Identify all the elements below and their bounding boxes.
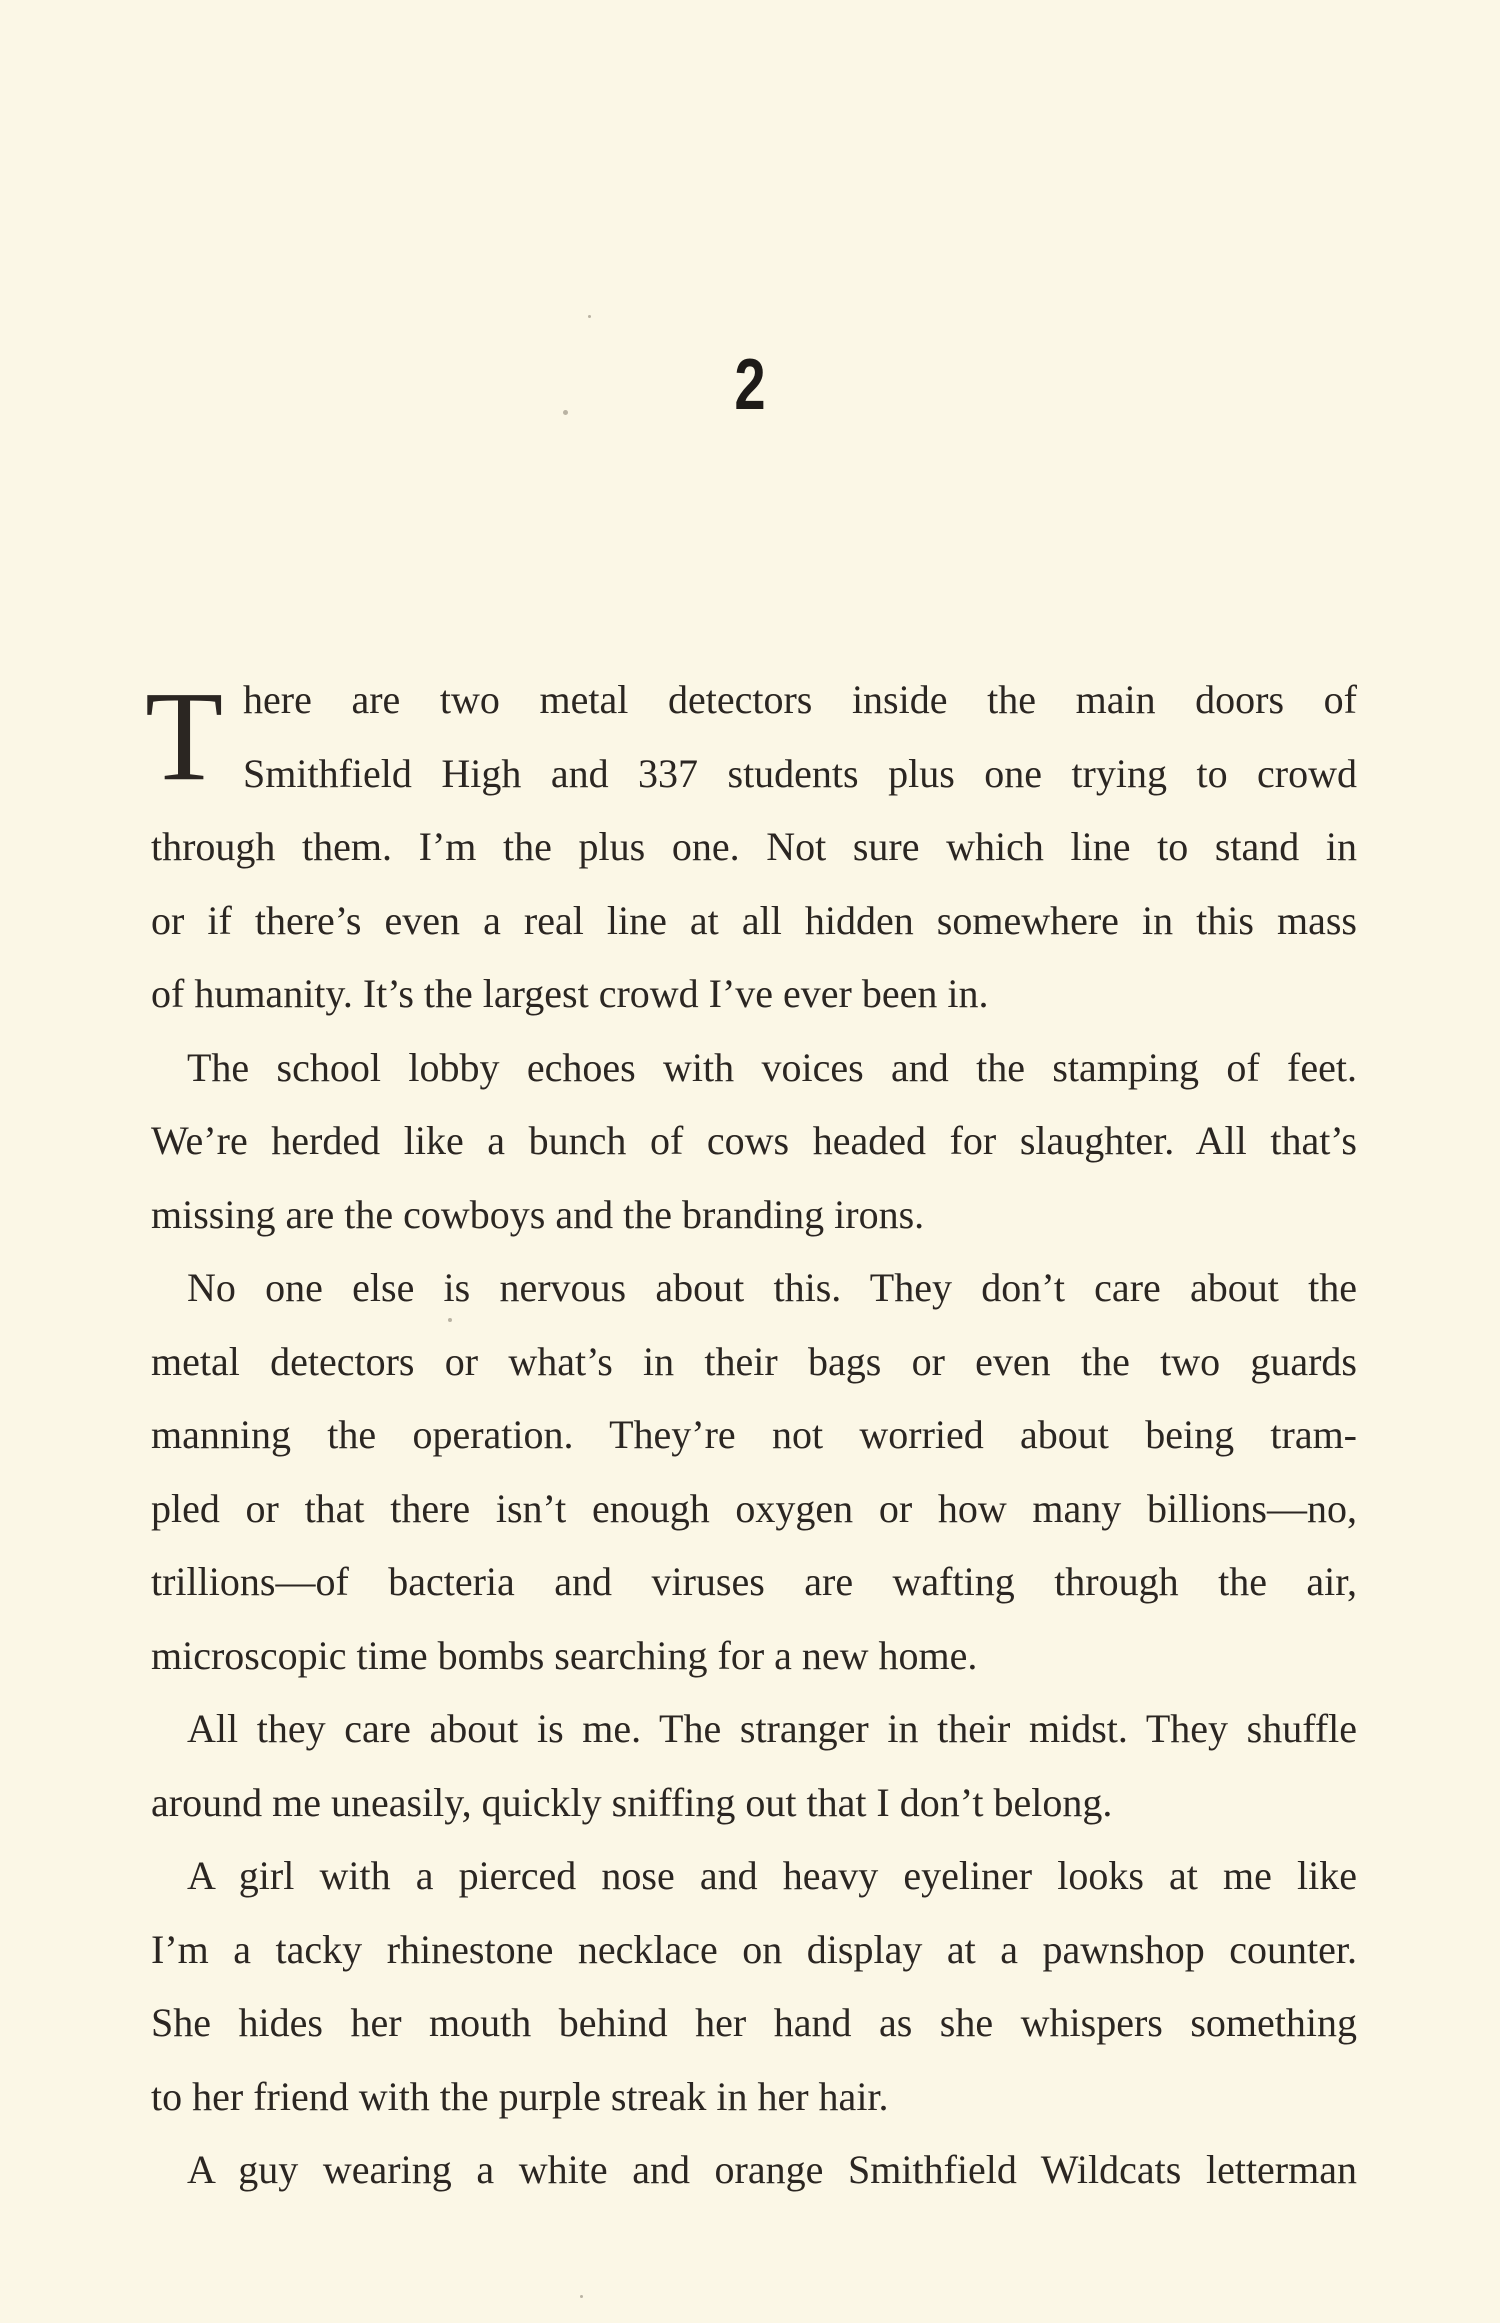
chapter-number: 2 bbox=[734, 345, 766, 425]
text-line: or if there’s even a real line at all hidden somewhere in this mass bbox=[151, 897, 1357, 943]
text-line: here are two metal detectors inside the main doors of bbox=[243, 677, 1357, 722]
text-line: to her friend with the purple streak in her hair. bbox=[151, 2073, 889, 2119]
text-line: around me uneasily, quickly sniffing out that I don’t belong. bbox=[151, 1779, 1113, 1825]
text-line: trillions—of bacteria and viruses are wafting through the air, bbox=[151, 1559, 1357, 1604]
body-text bbox=[145, 663, 1357, 2207]
text-line: A girl with a pierced nose and heavy eyeliner looks at me like bbox=[187, 1853, 1357, 1898]
paragraph-6 bbox=[151, 2133, 1357, 2207]
text-line: of humanity. It’s the largest crowd I’ve ever been in. bbox=[151, 971, 989, 1016]
text-line: pled or that there isn’t enough oxygen or how many billions—no, bbox=[151, 1485, 1357, 1531]
text-line: microscopic time bombs searching for a new home. bbox=[151, 1632, 978, 1678]
text-line: through them. I’m the plus one. Not sure which line to stand in bbox=[151, 824, 1357, 869]
paragraph-2 bbox=[151, 1031, 1357, 1252]
text-line: The school lobby echoes with voices and the stamping of feet. bbox=[187, 1044, 1357, 1090]
text-line: All they care about is me. The stranger in their midst. They shuffle bbox=[187, 1706, 1357, 1751]
paragraph-3 bbox=[151, 1251, 1357, 1692]
text-line: metal detectors or what’s in their bags or even the two guards bbox=[151, 1338, 1357, 1384]
paragraph-1 bbox=[145, 663, 1357, 1031]
paragraph-4 bbox=[151, 1692, 1357, 1839]
text-line: missing are the cowboys and the branding irons. bbox=[151, 1191, 925, 1237]
paragraph-5 bbox=[151, 1839, 1357, 2133]
drop-cap: T bbox=[145, 665, 224, 807]
text-line: She hides her mouth behind her hand as she whispers something bbox=[151, 2000, 1357, 2045]
text-line: A guy wearing a white and orange Smithfield Wildcats letterman bbox=[187, 2147, 1357, 2192]
text-line: Smithfield High and 337 students plus one trying to crowd bbox=[243, 750, 1357, 796]
paper-speck bbox=[588, 315, 591, 318]
text-line: I’m a tacky rhinestone necklace on display at a pawnshop counter. bbox=[151, 1926, 1357, 1972]
text-line: manning the operation. They’re not worried about being tram- bbox=[151, 1412, 1357, 1457]
text-line: No one else is nervous about this. They don’t care about the bbox=[187, 1265, 1357, 1310]
text-line: We’re herded like a bunch of cows headed for slaughter. All that’s bbox=[151, 1118, 1357, 1163]
paper-speck bbox=[580, 2295, 583, 2298]
